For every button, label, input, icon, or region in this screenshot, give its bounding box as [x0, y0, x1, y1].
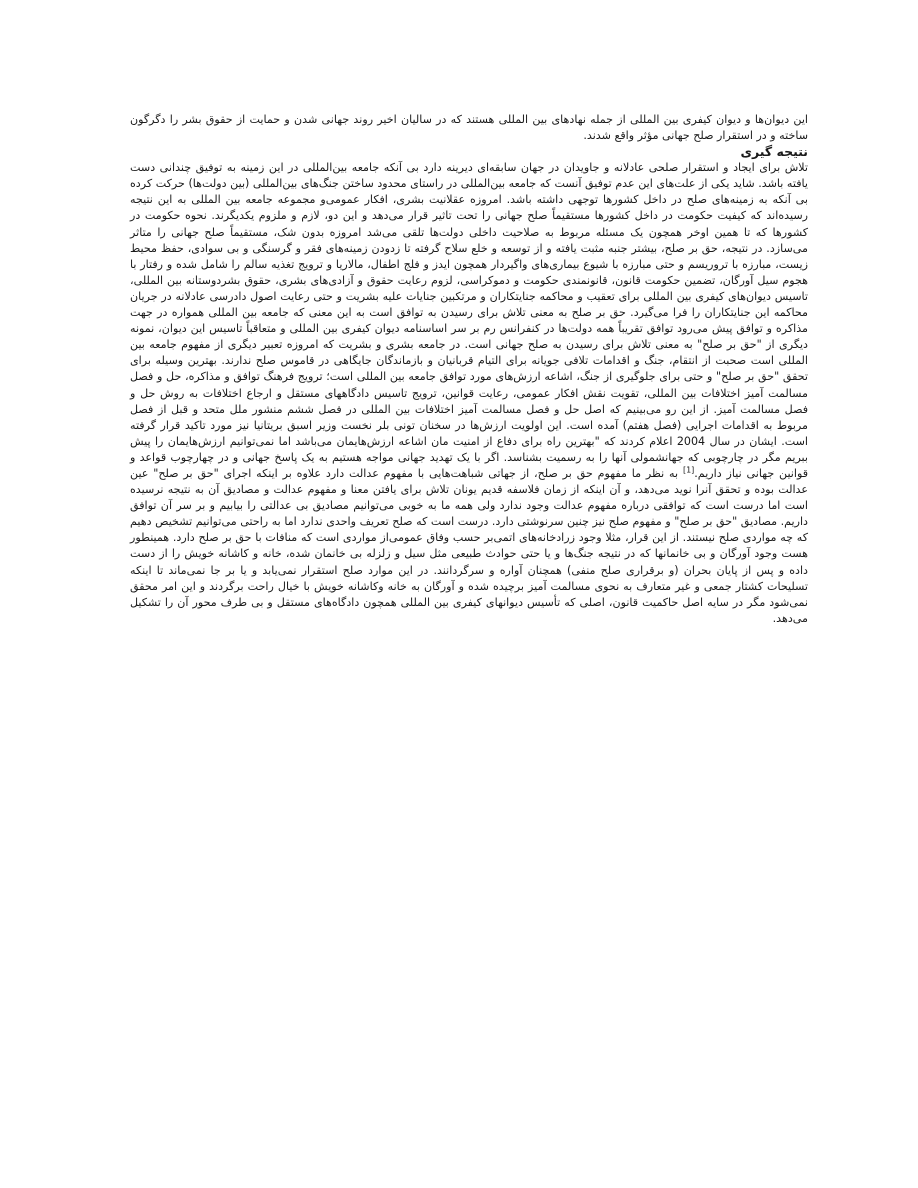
footnote-reference-link[interactable]: [1]	[682, 465, 695, 475]
conclusion-paragraph	[130, 160, 808, 627]
conclusion-text-part2: به نظر ما مفهوم حق بر صلح، از جهاتی شباهت‌هایی با مفهوم عدالت دارد علاوه بر اینکه اجرای "حق بر صلح" عین عدالت بوده و تحقق آنرا نوید می‌دهد، و آن اینکه از زمان فلاسفه قدیم یونان تلاش برای یافتن معنا و مفهوم عدالت و مصادیق آن به نتیجه نرسیده است اما درست است که توافقی درباره مفهوم عدالت وجود ندارد ولی همه ما به خوبی می‌توانیم مصادیق بی عدالتی را بیابیم و بر سر آن توافق داریم. مصادیق "حق بر صلح" و مفهوم صلح نیز چنین سرنوشتی دارد. درست است که صلح تعریف واحدی ندارد اما به راحتی می‌توانیم تشخیص دهیم که چه مواردی صلح نیستند. از این قرار، مثلا وجود زرادخانه‌های اتمی‌بر حسب وفاق عمومی‌از مواردی است که منافات با حق بر صلح دارد. همینطور هست وجود آورگان و بی خانمانها که در نتیجه جنگ‌ها و یا حتی حوادث طبیعی مثل سیل و زلزله بی خانمان شده، خانه و کاشانه خویش را از دست داده و پس از پایان بحران (و برقراری صلح منفی) همچنان آواره و سرگردانند. در این موارد صلح استقرار نمی‌یابد و یا بر جا نمی‌ماند تا اینکه تسلیحات کشتار جمعی و غیر متعارف به نحوی مسالمت آمیز برچیده شده و آورگان به خانه وکاشانه خویش با خیال راحت برگردند و این امر محقق نمی‌شود مگر در سایه اصل حاکمیت قانون، اصلی که تأسیس دیوانهای کیفری بین المللی همچون دادگاه‌های مستقل و بی طرف محور آن را تشکیل می‌دهد.	[130, 466, 808, 625]
document-page	[130, 112, 808, 627]
intro-paragraph: این دیوان‌ها و دیوان کیفری بین المللی از جمله نهادهای بین المللی هستند که در سالیان اخیر روند جهانی شدن و حمایت از حقوق بشر را دگرگون ساخته و در استقرار صلح جهانی مؤثر واقع شدند.	[130, 113, 808, 143]
conclusion-heading: نتیجه گیری	[740, 144, 808, 160]
conclusion-text-part1: تلاش برای ایجاد و استقرار صلحی عادلانه و جاویدان در جهان سابقه‌ای دیرینه دارد بی آنکه جامعه بین‌المللی در این زمینه به توفیق چندانی دست یافته باشد. شاید یکی از علت‌های این عدم توفیق آنست که جامعه بین‌المللی در راستای محدود ساختن جنگ‌های بین‌المللی (بین دولت‌ها) حرکت کرده بی آنکه به زمینه‌های صلح در داخل کشورها توجهی داشته باشد. امروزه عقلانیت بشری، افکار عمومی‌و مجموعه جامعه بین المللی به این نتیجه رسیده‌اند که کیفیت حکومت در داخل کشورها مستقیماً صلح جهانی را تحت تاثیر قرار می‌دهد و این دو، لازم و ملزوم یکدیگرند. نحوه حکومت در کشورها که تا همین اوخر همچون یک مسئله مربوط به صلاحیت داخلی دولت‌ها تلقی می‌شد امروزه بدون شک، مستقیماً صلح جهانی را متاثر می‌سازد. در نتیجه، حق بر صلح، بیشتر جنبه مثبت یافته و از توسعه و خلع سلاح گرفته تا زدودن زمینه‌های فقر و گرسنگی و بی سوادی، حفظ محیط زیست، مبارزه با تروریسم و حتی مبارزه با شیوع بیماری‌های واگیردار همچون ایدز و فلج اطفال، مالاریا و ترویج تغذیه سالم را شامل شده و رفتار با هجوم سیل آورگان، تضمین حکومت قانون، قانونمندی حکومت و دموکراسی، لزوم رعایت حقوق و آزادی‌های بشری، حقوق بشردوستانه بین المللی، تاسیس دیوان‌های کیفری بین المللی برای تعقیب و محاکمه جنایتکاران و مرتکبین جنایات علیه بشریت و حتی رعایت اصول دادرسی عادلانه در جریان محاکمه این جنایتکاران را فرا می‌گیرد. حق بر صلح به معنی تلاش برای رسیدن به توافق است به این معنی که جامعه بین المللی همواره در جهت مذاکره و توافق پیش می‌رود توافق تقریباً همه دولت‌ها در کنفرانس رم بر سر اساسنامه دیوان کیفری بین المللی و متعاقباً تاسیس این دیوان، نمونه دیگری از "حق بر صلح" به معنی تلاش برای رسیدن به صلح جهانی است. در جامعه بشری و بشریت که امروزه تعبیر دیگری از مفهوم جامعه بین المللی است صحبت از انتقام، جنگ و اقدامات تلافی جویانه برای التیام قربانیان و بازماندگان جایگاهی در قاموس صلح ندارند. بهترین وسیله برای تحقق "حق بر صلح" و حتی برای جلوگیری از جنگ، اشاعه ارزش‌های مورد توافق جامعه بین المللی است؛ ترویج فرهنگ توافق و مذاکره، حل و فصل مسالمت آمیز اختلافات بین المللی، تقویت نقش افکار عمومی، رعایت قوانین، ترویج تاسیس دادگاههای مستقل و ارجاع اختلافات به روش حل و فصل مسالمت آمیز. از این رو می‌بینیم که اصل حل و فصل مسالمت آمیز اختلافات بین المللی در فصل ششم منشور ملل متحد و قبل از فصل مربوط به اقدامات اجرایی (فصل هفتم) آمده است. این اولویت ارزش‌ها در سخنان تونی بلر نخست وزیر اسبق بریتانیا نیز مورد تاکید قرار گرفته است. ایشان در سال 2004 اعلام کردند که "بهترین راه برای دفاع از امنیت مان اشاعه ارزش‌هایمان می‌باشد اما نمی‌توانیم ارزش‌هایمان را پیش ببریم مگر در چارچوبی که جهانشمولی آنها را به رسمیت بشناسد. اگر با یک تهدید جهانی مواجه هستیم به یک پاسخ جهانی و در چهارچوب قواعد و قوانین جهانی نیاز داریم.	[130, 161, 809, 480]
